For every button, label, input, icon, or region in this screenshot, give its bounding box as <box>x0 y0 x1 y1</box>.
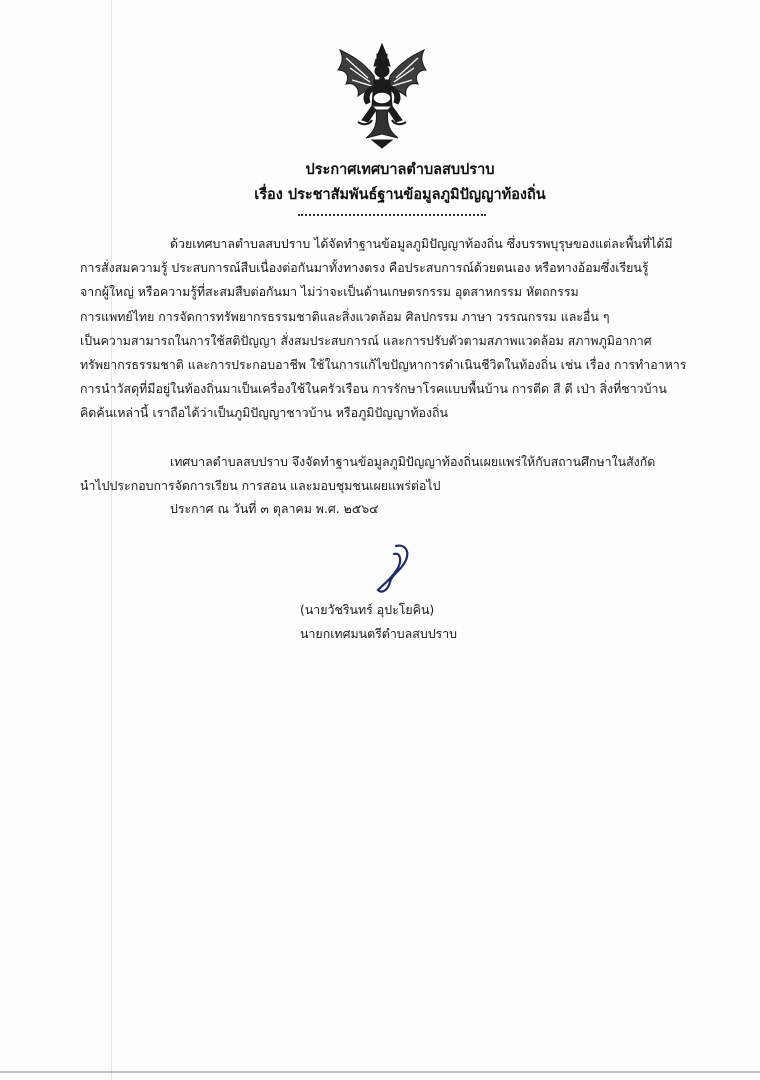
scan-artifact-horizontal <box>0 1071 760 1073</box>
body-paragraph-1 <box>80 232 720 426</box>
announcement-title: ประกาศเทศบาลตำบลสบปราบ <box>305 162 495 178</box>
garuda-emblem-icon <box>332 40 432 150</box>
paragraph-line: คิดค้นเหล่านี้ เราถือได้ว่าเป็นภูมิปัญญาชาวบ้าน หรือภูมิปัญญาท้องถิ่น <box>80 405 449 421</box>
paragraph-line: การแพทย์ไทย การจัดการทรัพยากรธรรมชาติและสิ่งแวดล้อม ศิลปกรรม ภาษา วรรณกรรม และอื่น ๆ <box>80 308 610 324</box>
announcement-date: ประกาศ ณ วันที่ ๓ ตุลาคม พ.ศ. ๒๕๖๔ <box>170 501 379 516</box>
paragraph-line: นำไปประกอบการจัดการเรียน การสอน และมอบชุมชนเผยแพร่ต่อไป <box>80 478 441 494</box>
paragraph-line: การนำวัสดุที่มีอยู่ในท้องถิ่นมาเป็นเครื่องใช้ในครัวเรือน การรักษาโรคแบบพื้นบ้าน การตีด สี ตี เป่า สิ่งที่ชาวบ้าน <box>80 381 667 397</box>
signer-name: (นายวัชรินทร์ อุปะโยคิน) <box>300 602 435 617</box>
paragraph-line: ทรัพยากรธรรมชาติ และการประกอบอาชีพ ใช้ในการแก้ไขปัญหาการดำเนินชีวิตในท้องถิ่น เช่น เรื่อง การทำอาหาร <box>80 357 687 373</box>
paragraph-line: การสั่งสมความรู้ ประสบการณ์สืบเนื่องต่อกันมาทั้งทางตรง คือประสบการณ์ด้วยตนเอง หรือทางอ้อมซึ่งเรียนรู้ <box>80 260 649 276</box>
announcement-subject: เรื่อง ประชาสัมพันธ์ฐานข้อมูลภูมิปัญญาท้องถิ่น <box>254 187 546 203</box>
body-paragraph-2 <box>80 450 720 498</box>
signer-position: นายกเทศมนตรีตำบลสบปราบ <box>300 626 458 641</box>
paragraph-line: จากผู้ใหญ่ หรือความรู้ที่สะสมสืบต่อกันมา ไม่ว่าจะเป็นด้านเกษตรกรรม อุตสาหกรรม หัตถกรรม <box>80 284 579 300</box>
paragraph-line: เทศบาลตำบลสบปราบ จึงจัดทำฐานข้อมูลภูมิปัญญาท้องถิ่นเผยแพร่ให้กับสถานศึกษาในสังกัด <box>170 454 656 469</box>
signature-mark <box>362 540 422 598</box>
title-divider <box>298 214 486 216</box>
paragraph-line: ด้วยเทศบาลตำบลสบปราบ ได้จัดทำฐานข้อมูลภูมิปัญญาท้องถิ่น ซึ่งบรรพบุรุษของแต่ละพื้นที่ได้มี <box>170 236 673 251</box>
paragraph-line: เป็นความสามารถในการใช้สติปัญญา สั่งสมประสบการณ์ และการปรับตัวตามสภาพแวดล้อม สภาพภูมิอากาศ <box>80 332 652 348</box>
